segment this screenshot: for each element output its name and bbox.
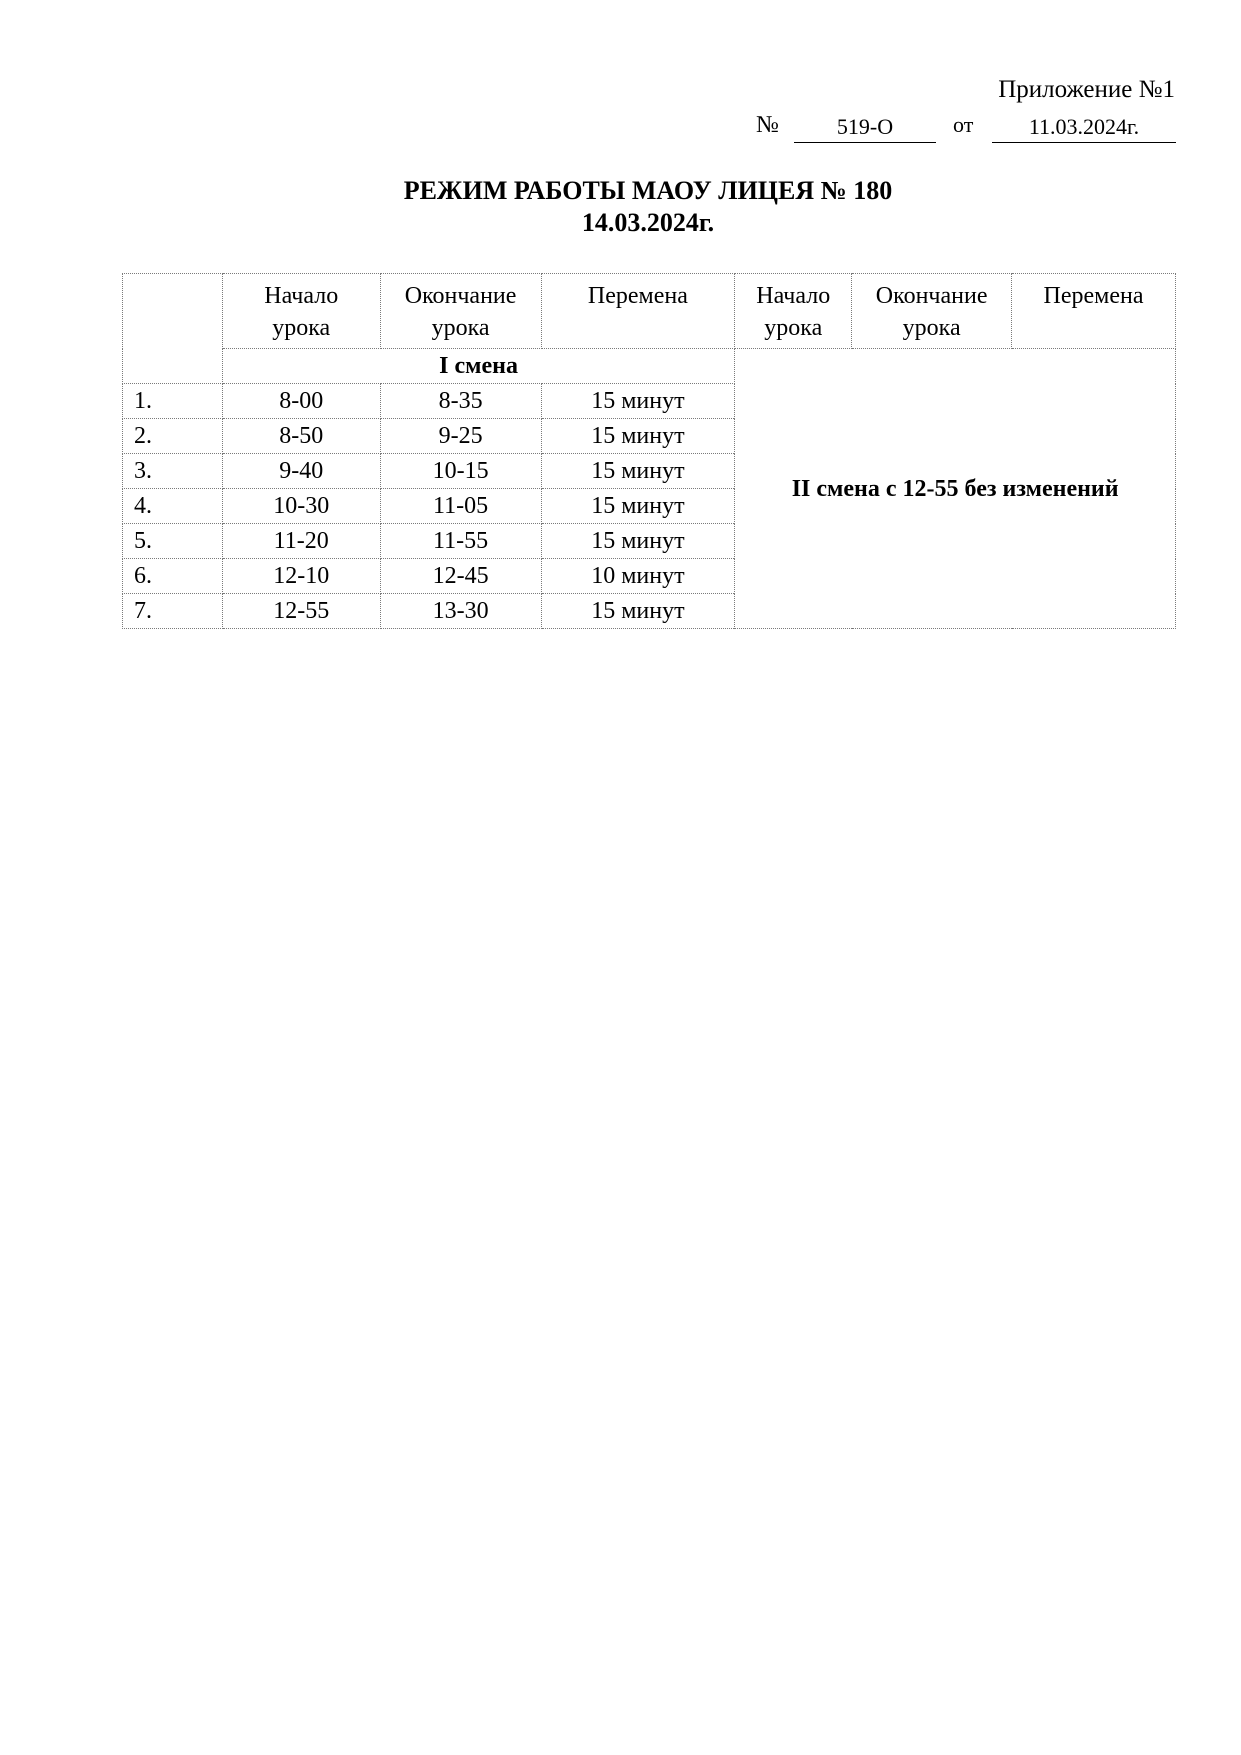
annex-label: Приложение №1 [998,76,1175,103]
header-line: Перемена [587,283,688,309]
lesson-end: 11-55 [380,524,541,559]
header-cell [222,274,380,349]
header-line: урока [764,315,823,341]
header-cell [541,274,735,349]
lesson-number: 4. [123,489,223,524]
header-line: урока [431,315,490,341]
shift2-note: II смена с 12-55 без изменений [735,349,1176,629]
header-empty-cell [123,274,223,384]
break-duration: 15 минут [541,489,735,524]
lesson-end: 8-35 [380,384,541,419]
lesson-start: 12-10 [222,559,380,594]
break-duration: 15 минут [541,419,735,454]
order-reference [756,112,1176,146]
lesson-number: 1. [123,384,223,419]
header-line: Начало [264,283,339,309]
lesson-number: 6. [123,559,223,594]
lesson-end: 9-25 [380,419,541,454]
break-duration: 15 минут [541,524,735,559]
shift-label-row [123,349,1176,384]
order-date-label: от [953,112,974,137]
header-line: Перемена [1043,283,1144,309]
lesson-start: 8-00 [222,384,380,419]
lesson-number: 2. [123,419,223,454]
lesson-end: 10-15 [380,454,541,489]
break-duration: 15 минут [541,454,735,489]
header-cell [735,274,852,349]
break-duration: 15 минут [541,594,735,629]
shift1-label: I смена [222,349,734,384]
header-cell [852,274,1012,349]
header-line: урока [272,315,331,341]
order-number-label: № [756,112,779,138]
order-number: 519-О [794,114,936,143]
lesson-start: 11-20 [222,524,380,559]
lesson-end: 13-30 [380,594,541,629]
lesson-start: 8-50 [222,419,380,454]
break-duration: 10 минут [541,559,735,594]
lesson-number: 7. [123,594,223,629]
title-line-2: 14.03.2024г. [581,208,715,237]
schedule-table [122,273,1176,629]
document-title [0,175,1241,239]
break-duration: 15 минут [541,384,735,419]
header-line: Окончание [875,283,988,309]
header-cell [1012,274,1176,349]
lesson-start: 10-30 [222,489,380,524]
header-line: Окончание [404,283,517,309]
order-date: 11.03.2024г. [992,114,1176,143]
lesson-end: 11-05 [380,489,541,524]
lesson-end: 12-45 [380,559,541,594]
lesson-number: 5. [123,524,223,559]
title-line-1: РЕЖИМ РАБОТЫ МАОУ ЛИЦЕЯ № 180 [403,176,893,205]
table-header-row [123,274,1176,349]
lesson-start: 9-40 [222,454,380,489]
header-line: урока [902,315,961,341]
header-line: Начало [756,283,831,309]
lesson-number: 3. [123,454,223,489]
header-cell [380,274,541,349]
lesson-start: 12-55 [222,594,380,629]
